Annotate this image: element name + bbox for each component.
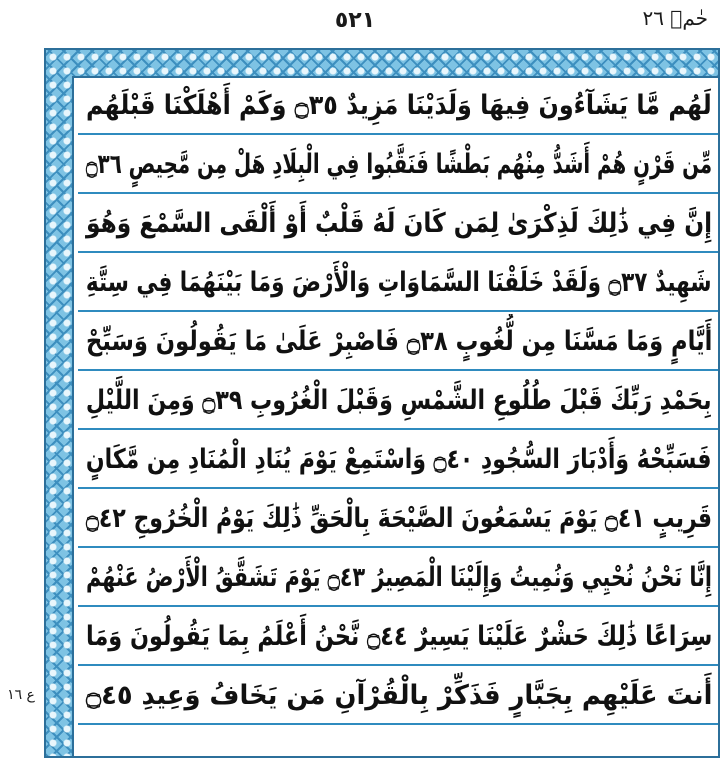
verse-line-4: شَهِيدٌ ۝٣٧ وَلَقَدْ خَلَقْنَا السَّمَاوَاتِ وَالْأَرْضَ وَمَا بَيْنَهُمَا فِي سِتَّةِ <box>78 255 718 312</box>
verse-line-5: أَيَّامٍ وَمَا مَسَّنَا مِن لُّغُوبٍ ۝٣٨ فَاصْبِرْ عَلَىٰ مَا يَقُولُونَ وَسَبِّحْ <box>78 314 718 371</box>
verse-line-6: بِحَمْدِ رَبِّكَ قَبْلَ طُلُوعِ الشَّمْسِ وَقَبْلَ الْغُرُوبِ ۝٣٩ وَمِنَ اللَّيْلِ <box>78 373 718 430</box>
verse-line-10: سِرَاعًا ذَٰلِكَ حَشْرٌ عَلَيْنَا يَسِيرٌ ۝٤٤ نَّحْنُ أَعْلَمُ بِمَا يَقُولُونَ وَمَا <box>78 609 718 666</box>
verse-line-1: لَهُم مَّا يَشَآءُونَ فِيهَا وَلَدَيْنَا مَزِيدٌ ۝٣٥ وَكَمْ أَهْلَكْنَا قَبْلَهُم <box>78 78 718 135</box>
verse-line-11: أَنتَ عَلَيْهِم بِجَبَّارٍ فَذَكِّرْ بِالْقُرْآنِ مَن يَخَافُ وَعِيدِ ۝٤٥ <box>78 668 718 725</box>
verse-line-7: فَسَبِّحْهُ وَأَدْبَارَ السُّجُودِ ۝٤٠ وَاسْتَمِعْ يَوْمَ يُنَادِ الْمُنَادِ مِن مَّكَانٍ <box>78 432 718 489</box>
text-panel <box>72 76 718 756</box>
verse-lines <box>78 78 718 756</box>
verse-line-2: مِّن قَرْنٍ هُمْ أَشَدُّ مِنْهُم بَطْشًا فَنَقَّبُوا فِي الْبِلَادِ هَلْ مِن مَّحِيصٍ ۝٣٦ <box>78 137 718 194</box>
surah-title: حٰمۤ ٢٦ <box>642 6 708 30</box>
verse-line-3: إِنَّ فِي ذَٰلِكَ لَذِكْرَىٰ لِمَن كَانَ لَهُ قَلْبٌ أَوْ أَلْقَى السَّمْعَ وَهُوَ <box>78 196 718 253</box>
verse-line-8: قَرِيبٍ ۝٤١ يَوْمَ يَسْمَعُونَ الصَّيْحَةَ بِالْحَقِّ ذَٰلِكَ يَوْمُ الْخُرُوجِ ۝٤٢ <box>78 491 718 548</box>
ornamental-border <box>44 48 720 758</box>
page-header <box>0 0 720 44</box>
verse-line-9: إِنَّا نَحْنُ نُحْيِي وَنُمِيتُ وَإِلَيْنَا الْمَصِيرُ ۝٤٣ يَوْمَ تَشَقَّقُ الْأَرْضُ عَنْهُمْ <box>78 550 718 607</box>
ruku-marker: ع ١٦ <box>7 687 35 703</box>
page-number: ٥٢١ <box>334 8 376 33</box>
